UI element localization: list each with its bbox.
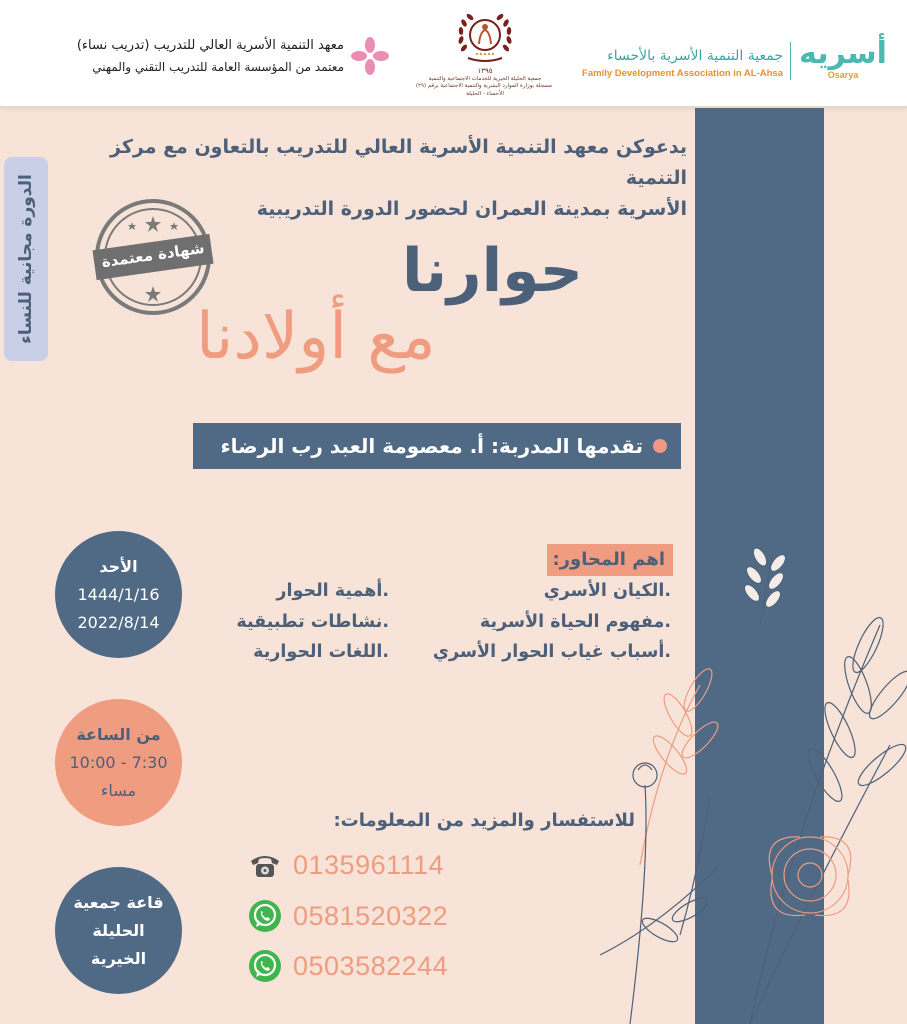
axis-item: .مفهوم الحياة الأسرية xyxy=(479,611,671,632)
venue-line-2: الحليلة xyxy=(92,920,145,940)
time-period: مساء xyxy=(100,780,137,800)
logo-line-3: الأحساء - الحليلة xyxy=(466,90,504,97)
association-name-en: Family Development Association in AL-Ahsa xyxy=(582,68,783,79)
free-course-text: الدورة مجانية للنساء xyxy=(16,174,36,344)
phone-row-whatsapp-2[interactable] xyxy=(247,946,448,986)
venue-line-3: الخيرية xyxy=(90,948,147,968)
phone-number[interactable]: 0503582244 xyxy=(293,950,449,981)
telephone-icon xyxy=(247,847,283,883)
invitation-line-1: يدعوكن معهد التنمية الأسرية العالي للتدريب بالتعاون مع مركز التنمية xyxy=(110,136,687,189)
whatsapp-icon xyxy=(247,948,283,984)
association-name-ar: جمعية التنمية الأسرية بالأحساء xyxy=(607,48,783,64)
axes-list-left xyxy=(169,576,389,668)
contact-title: للاستفسار والمزيد من المعلومات: xyxy=(333,810,635,831)
course-title-line-1: حوارنا xyxy=(402,236,584,306)
time-label: من الساعة xyxy=(76,724,161,744)
institute-logo xyxy=(30,36,390,86)
phone-row-landline[interactable] xyxy=(247,845,444,885)
venue-line-1: قاعة جمعية xyxy=(73,892,164,912)
venue-circle xyxy=(55,867,182,994)
date-hijri: 1444/1/16 xyxy=(77,584,160,604)
axis-item: .أهمية الحوار xyxy=(276,581,389,601)
axis-item: .الكيان الأسري xyxy=(543,581,671,601)
logo-line-2: مسجلة بوزارة الموارد البشرية والتنمية الاجتماعية برقم (٢٩) xyxy=(415,83,552,89)
whatsapp-icon xyxy=(247,898,283,934)
axis-item: .اللغات الحوارية xyxy=(253,642,389,662)
phone-number[interactable]: 0135961114 xyxy=(293,849,445,880)
date-circle xyxy=(55,531,182,658)
course-title-line-2: مع أولادنا xyxy=(196,300,436,374)
osarya-logo xyxy=(582,36,889,88)
free-course-badge xyxy=(4,157,48,361)
logo-divider xyxy=(790,42,791,80)
date-day: الأحد xyxy=(99,556,138,576)
institute-name: معهد التنمية الأسرية العالي للتدريب (تدريب نساء) xyxy=(76,38,344,53)
phone-row-whatsapp-1[interactable] xyxy=(247,896,448,936)
date-gregorian: 2022/8/14 xyxy=(77,612,160,632)
logo-year: ١٣٩٥ xyxy=(477,67,493,75)
stamp-text: شهادة معتمدة xyxy=(100,238,206,272)
presenter-text: تقدمها المدربة: أ. معصومة العبد رب الرضاء xyxy=(220,434,643,458)
bullet-dot-icon xyxy=(653,439,667,453)
header-bar xyxy=(0,0,907,108)
phone-number[interactable]: 0581520322 xyxy=(293,900,449,931)
institute-accreditation: معتمد من المؤسسة العامة للتدريب التقني والمهني xyxy=(92,60,344,74)
time-range: 7:30 - 10:00 xyxy=(69,752,168,772)
axis-item: .أسباب غياب الحوار الأسري xyxy=(432,642,671,662)
axes-title: اهم المحاور: xyxy=(547,544,673,576)
halila-charity-logo xyxy=(415,8,552,104)
pink-flower-icon xyxy=(350,36,390,76)
time-circle xyxy=(55,699,182,826)
invitation-line-2: الأسرية بمدينة العمران لحضور الدورة التدريبية xyxy=(256,198,687,220)
osarya-mark: أسريه Osarya xyxy=(799,36,887,80)
presenter-bar xyxy=(193,423,681,469)
botanical-illustration xyxy=(600,535,907,1024)
logo-line-1: جمعية الحليلة الخيرية للخدمات الاجتماعية والتنمية xyxy=(428,75,542,82)
axis-item: .نشاطات تطبيقية xyxy=(236,611,389,632)
wreath-emblem-icon xyxy=(450,8,520,68)
